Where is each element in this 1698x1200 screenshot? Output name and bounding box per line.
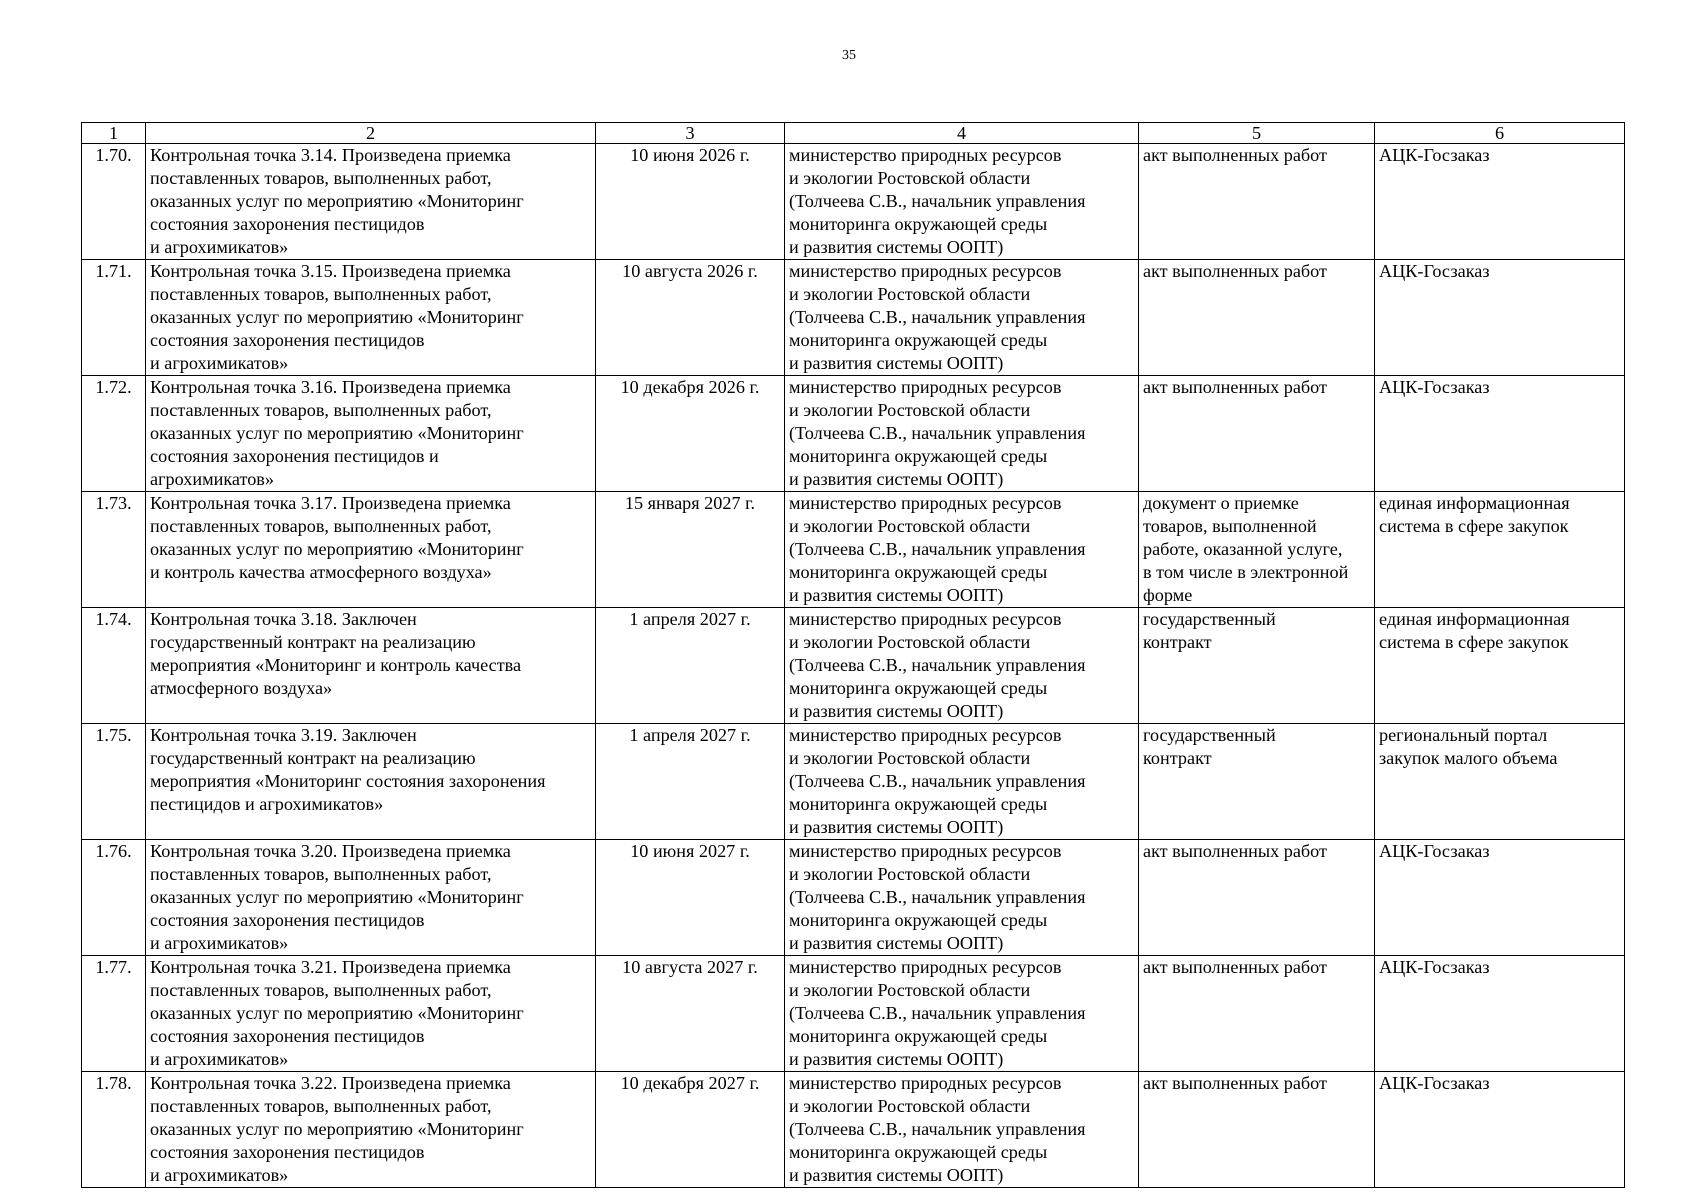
row-number: 1.72.: [82, 376, 146, 492]
date-cell: 10 июня 2026 г.: [596, 144, 785, 260]
date-cell: 10 декабря 2027 г.: [596, 1072, 785, 1188]
document-cell: акт выполненных работ: [1139, 956, 1375, 1072]
table-row: [82, 492, 1625, 608]
event-cell: Контрольная точка 3.15. Произведена приемка поставленных товаров, выполненных работ, оказанных услуг по мероприятию «Мониторинг состояния захоронения пестицидов и агрохимикатов»: [146, 260, 596, 376]
document-cell: акт выполненных работ: [1139, 144, 1375, 260]
system-cell: АЦК-Госзаказ: [1375, 144, 1625, 260]
row-number: 1.73.: [82, 492, 146, 608]
table-body: [82, 144, 1625, 1188]
system-cell: АЦК-Госзаказ: [1375, 376, 1625, 492]
event-cell: Контрольная точка 3.22. Произведена приемка поставленных товаров, выполненных работ, оказанных услуг по мероприятию «Мониторинг состояния захоронения пестицидов и агрохимикатов»: [146, 1072, 596, 1188]
column-header-3: 3: [596, 123, 785, 144]
table-row: [82, 376, 1625, 492]
document-cell: акт выполненных работ: [1139, 1072, 1375, 1188]
row-number: 1.77.: [82, 956, 146, 1072]
system-cell: единая информационная система в сфере закупок: [1375, 608, 1625, 724]
document-cell: акт выполненных работ: [1139, 376, 1375, 492]
event-cell: Контрольная точка 3.17. Произведена приемка поставленных товаров, выполненных работ, оказанных услуг по мероприятию «Мониторинг и контроль качества атмосферного воздуха»: [146, 492, 596, 608]
date-cell: 1 апреля 2027 г.: [596, 724, 785, 840]
document-cell: документ о приемке товаров, выполненной работе, оказанной услуге, в том числе в электронной форме: [1139, 492, 1375, 608]
row-number: 1.75.: [82, 724, 146, 840]
responsible-cell: министерство природных ресурсов и экологии Ростовской области (Толчеева С.В., начальник управления мониторинга окружающей среды и развития системы ООПТ): [785, 840, 1139, 956]
event-cell: Контрольная точка 3.21. Произведена приемка поставленных товаров, выполненных работ, оказанных услуг по мероприятию «Мониторинг состояния захоронения пестицидов и агрохимикатов»: [146, 956, 596, 1072]
table-row: [82, 608, 1625, 724]
responsible-cell: министерство природных ресурсов и экологии Ростовской области (Толчеева С.В., начальник управления мониторинга окружающей среды и развития системы ООПТ): [785, 724, 1139, 840]
document-cell: государственный контракт: [1139, 724, 1375, 840]
document-cell: государственный контракт: [1139, 608, 1375, 724]
row-number: 1.78.: [82, 1072, 146, 1188]
column-header-5: 5: [1139, 123, 1375, 144]
event-cell: Контрольная точка 3.20. Произведена приемка поставленных товаров, выполненных работ, оказанных услуг по мероприятию «Мониторинг состояния захоронения пестицидов и агрохимикатов»: [146, 840, 596, 956]
date-cell: 1 апреля 2027 г.: [596, 608, 785, 724]
table-row: [82, 1072, 1625, 1188]
date-cell: 10 декабря 2026 г.: [596, 376, 785, 492]
date-cell: 10 июня 2027 г.: [596, 840, 785, 956]
date-cell: 15 января 2027 г.: [596, 492, 785, 608]
event-cell: Контрольная точка 3.14. Произведена приемка поставленных товаров, выполненных работ, оказанных услуг по мероприятию «Мониторинг состояния захоронения пестицидов и агрохимикатов»: [146, 144, 596, 260]
table-row: [82, 840, 1625, 956]
column-header-1: 1: [82, 123, 146, 144]
table-row: [82, 956, 1625, 1072]
responsible-cell: министерство природных ресурсов и экологии Ростовской области (Толчеева С.В., начальник управления мониторинга окружающей среды и развития системы ООПТ): [785, 260, 1139, 376]
column-header-6: 6: [1375, 123, 1625, 144]
table-row: [82, 724, 1625, 840]
page-number: 35: [842, 48, 856, 63]
responsible-cell: министерство природных ресурсов и экологии Ростовской области (Толчеева С.В., начальник управления мониторинга окружающей среды и развития системы ООПТ): [785, 492, 1139, 608]
system-cell: АЦК-Госзаказ: [1375, 260, 1625, 376]
row-number: 1.76.: [82, 840, 146, 956]
date-cell: 10 августа 2027 г.: [596, 956, 785, 1072]
event-cell: Контрольная точка 3.16. Произведена приемка поставленных товаров, выполненных работ, оказанных услуг по мероприятию «Мониторинг состояния захоронения пестицидов и агрохимикатов»: [146, 376, 596, 492]
plan-table: [81, 122, 1625, 1188]
responsible-cell: министерство природных ресурсов и экологии Ростовской области (Толчеева С.В., начальник управления мониторинга окружающей среды и развития системы ООПТ): [785, 608, 1139, 724]
responsible-cell: министерство природных ресурсов и экологии Ростовской области (Толчеева С.В., начальник управления мониторинга окружающей среды и развития системы ООПТ): [785, 144, 1139, 260]
system-cell: АЦК-Госзаказ: [1375, 840, 1625, 956]
column-header-4: 4: [785, 123, 1139, 144]
row-number: 1.70.: [82, 144, 146, 260]
system-cell: единая информационная система в сфере закупок: [1375, 492, 1625, 608]
row-number: 1.71.: [82, 260, 146, 376]
document-cell: акт выполненных работ: [1139, 840, 1375, 956]
event-cell: Контрольная точка 3.19. Заключен государственный контракт на реализацию мероприятия «Мониторинг состояния захоронения пестицидов и агрохимикатов»: [146, 724, 596, 840]
system-cell: АЦК-Госзаказ: [1375, 956, 1625, 1072]
date-cell: 10 августа 2026 г.: [596, 260, 785, 376]
responsible-cell: министерство природных ресурсов и экологии Ростовской области (Толчеева С.В., начальник управления мониторинга окружающей среды и развития системы ООПТ): [785, 1072, 1139, 1188]
responsible-cell: министерство природных ресурсов и экологии Ростовской области (Толчеева С.В., начальник управления мониторинга окружающей среды и развития системы ООПТ): [785, 956, 1139, 1072]
table-row: [82, 144, 1625, 260]
table-header: [82, 123, 1625, 144]
row-number: 1.74.: [82, 608, 146, 724]
document-cell: акт выполненных работ: [1139, 260, 1375, 376]
responsible-cell: министерство природных ресурсов и экологии Ростовской области (Толчеева С.В., начальник управления мониторинга окружающей среды и развития системы ООПТ): [785, 376, 1139, 492]
table-row: [82, 260, 1625, 376]
event-cell: Контрольная точка 3.18. Заключен государственный контракт на реализацию мероприятия «Мониторинг и контроль качества атмосферного воздуха»: [146, 608, 596, 724]
system-cell: региональный портал закупок малого объема: [1375, 724, 1625, 840]
system-cell: АЦК-Госзаказ: [1375, 1072, 1625, 1188]
column-header-2: 2: [146, 123, 596, 144]
